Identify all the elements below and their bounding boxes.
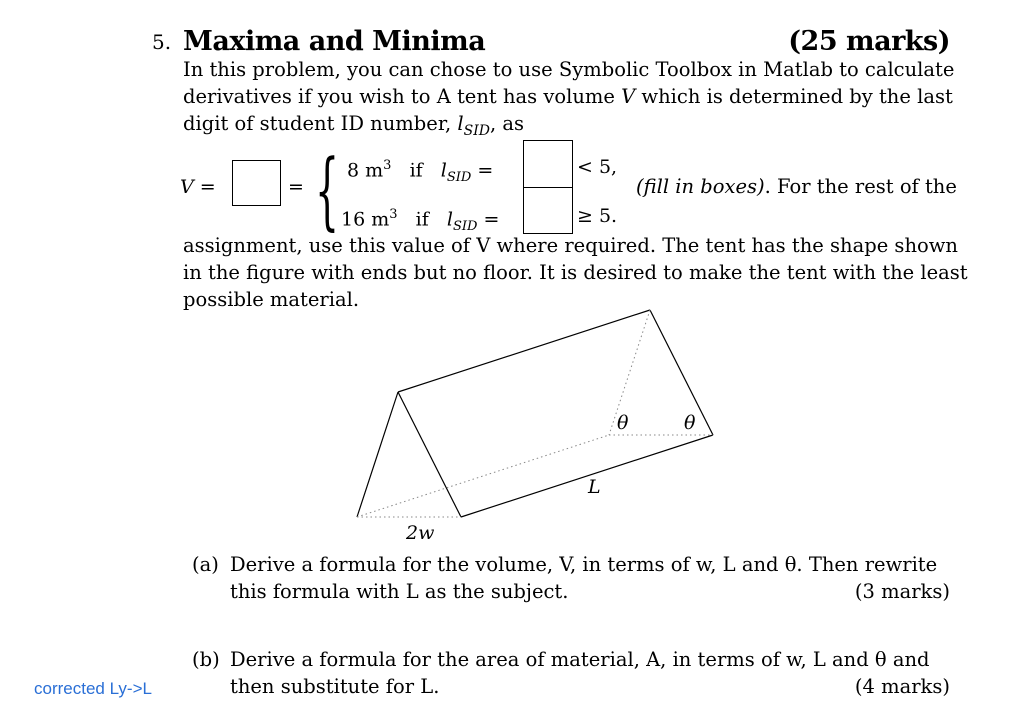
formula-lhs: V = <box>180 176 216 198</box>
correction-note: corrected Ly->L <box>34 679 152 698</box>
bottom-left-hidden <box>357 435 609 517</box>
case-2-condition: ≥ 5. <box>577 205 618 227</box>
left-brace: { <box>315 141 340 239</box>
part-a-marks: (3 marks) <box>854 580 950 603</box>
theta-label-2: θ <box>684 412 696 434</box>
case-2: 16 $m^3$ if $l_{SID}$ = <box>341 207 500 235</box>
case-1-condition: < 5, <box>577 156 618 178</box>
part-a-line-1: Derive a formula for the volume, V, in terms of w, L and θ. Then rewrite <box>230 553 938 576</box>
part-b-line-1: Derive a formula for the area of material, A, in terms of w, L and θ and <box>230 648 930 671</box>
after-line-1: assignment, use this value of V where required. The tent has the shape shown <box>183 234 958 257</box>
front-right-edge <box>398 392 461 517</box>
after-line-3: possible material. <box>183 288 360 311</box>
part-b-marks: (4 marks) <box>854 675 950 698</box>
bottom-right-edge <box>461 435 713 517</box>
part-a-line-2: this formula with L as the subject. <box>230 580 569 603</box>
intro-line-2: derivatives if you wish to A tent has volume V which is determined by the last <box>183 85 953 108</box>
case-1: 8 $m^3$ if $l_{SID}$ = <box>347 158 494 186</box>
intro-line-3: digit of student ID number, $l_{SID}$, as <box>183 112 525 139</box>
theta-label-1: θ <box>617 412 629 434</box>
question-marks: (25 marks) <box>788 26 950 57</box>
fill-note: (fill in boxes). For the rest of the <box>636 175 957 198</box>
back-left-hidden <box>609 310 650 435</box>
after-line-2: in the figure with ends but no floor. It is desired to make the tent with the least <box>183 261 968 284</box>
width-label: 2w <box>406 522 435 544</box>
front-left-edge <box>357 392 398 517</box>
formula-equals: = <box>288 176 304 198</box>
length-label: L <box>588 476 601 498</box>
ridge-line <box>398 310 650 392</box>
question-title: Maxima and Minima <box>183 26 486 57</box>
back-right-edge <box>650 310 713 435</box>
part-b-label: (b) <box>192 648 220 671</box>
part-b-line-2: then substitute for L. <box>230 675 440 698</box>
part-a-label: (a) <box>192 553 219 576</box>
intro-line-1: In this problem, you can chose to use Symbolic Toolbox in Matlab to calculate <box>183 58 955 81</box>
question-number: 5. <box>152 30 172 54</box>
